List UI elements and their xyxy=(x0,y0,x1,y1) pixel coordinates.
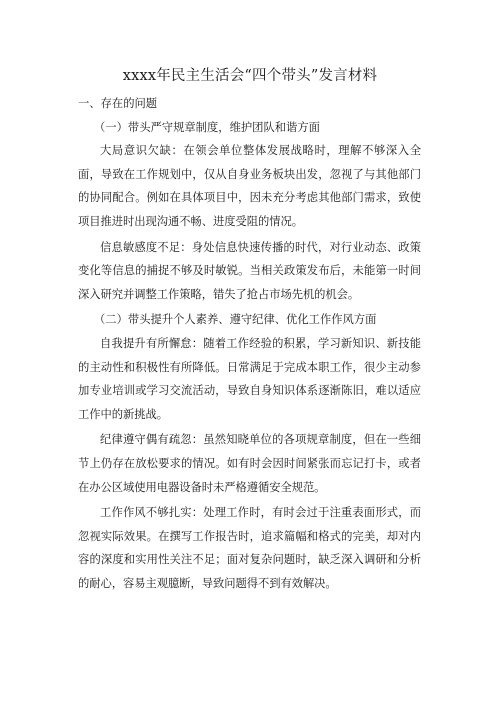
document-body xyxy=(78,92,421,597)
section-heading-problems: 一、存在的问题 xyxy=(78,97,158,110)
subsection-heading-2: （二）带头提升个人素养、遵守纪律、优化工作作风方面 xyxy=(94,313,377,327)
paragraph-discipline: 纪律遵守偶有疏忽：虽然知晓单位的各项规章制度，但在一些细节上仍存在放松要求的情况。如有时会因时间紧张而忘记打卡，或者在办公区域使用电器设备时未严格遵循安全规范。 xyxy=(78,433,421,494)
subsection-heading-1: （一）带头严守规章制度，维护团队和谐方面 xyxy=(94,120,320,134)
document-title: xxxx年民主生活会“四个带头”发言材料 xyxy=(122,68,378,84)
paragraph-self-improvement: 自我提升有所懈怠：随着工作经验的积累，学习新知识、新技能的主动性和积极性有所降低。日常满足于完成本职工作，很少主动参加专业培训或学习交流活动，导致自身知识体系逐渐陈旧，难以适应工作中的新挑战。 xyxy=(78,336,421,421)
paragraph-information-sensitivity: 信息敏感度不足：身处信息快速传播的时代，对行业动态、政策变化等信息的捕捉不够及时敏锐。当相关政策发布后，未能第一时间深入研究并调整工作策略，错失了抢占市场先机的机会。 xyxy=(78,240,421,301)
paragraph-overall-awareness: 大局意识欠缺：在领会单位整体发展战略时，理解不够深入全面，导致在工作规划中，仅从自身业务板块出发，忽视了与其他部门的协同配合。例如在具体项目中，因未充分考虑其他部门需求，致使项目推进时出现沟通不畅、进度受阻的情况。 xyxy=(78,144,421,228)
paragraph-work-style: 工作作风不够扎实：处理工作时，有时会过于注重表面形式，而忽视实际效果。在撰写工作报告时，追求篇幅和格式的完美，却对内容的深度和实用性关注不足；面对复杂问题时，缺乏深入调研和分析的耐心，容易主观臆断，导致问题得不到有效解决。 xyxy=(78,506,421,590)
